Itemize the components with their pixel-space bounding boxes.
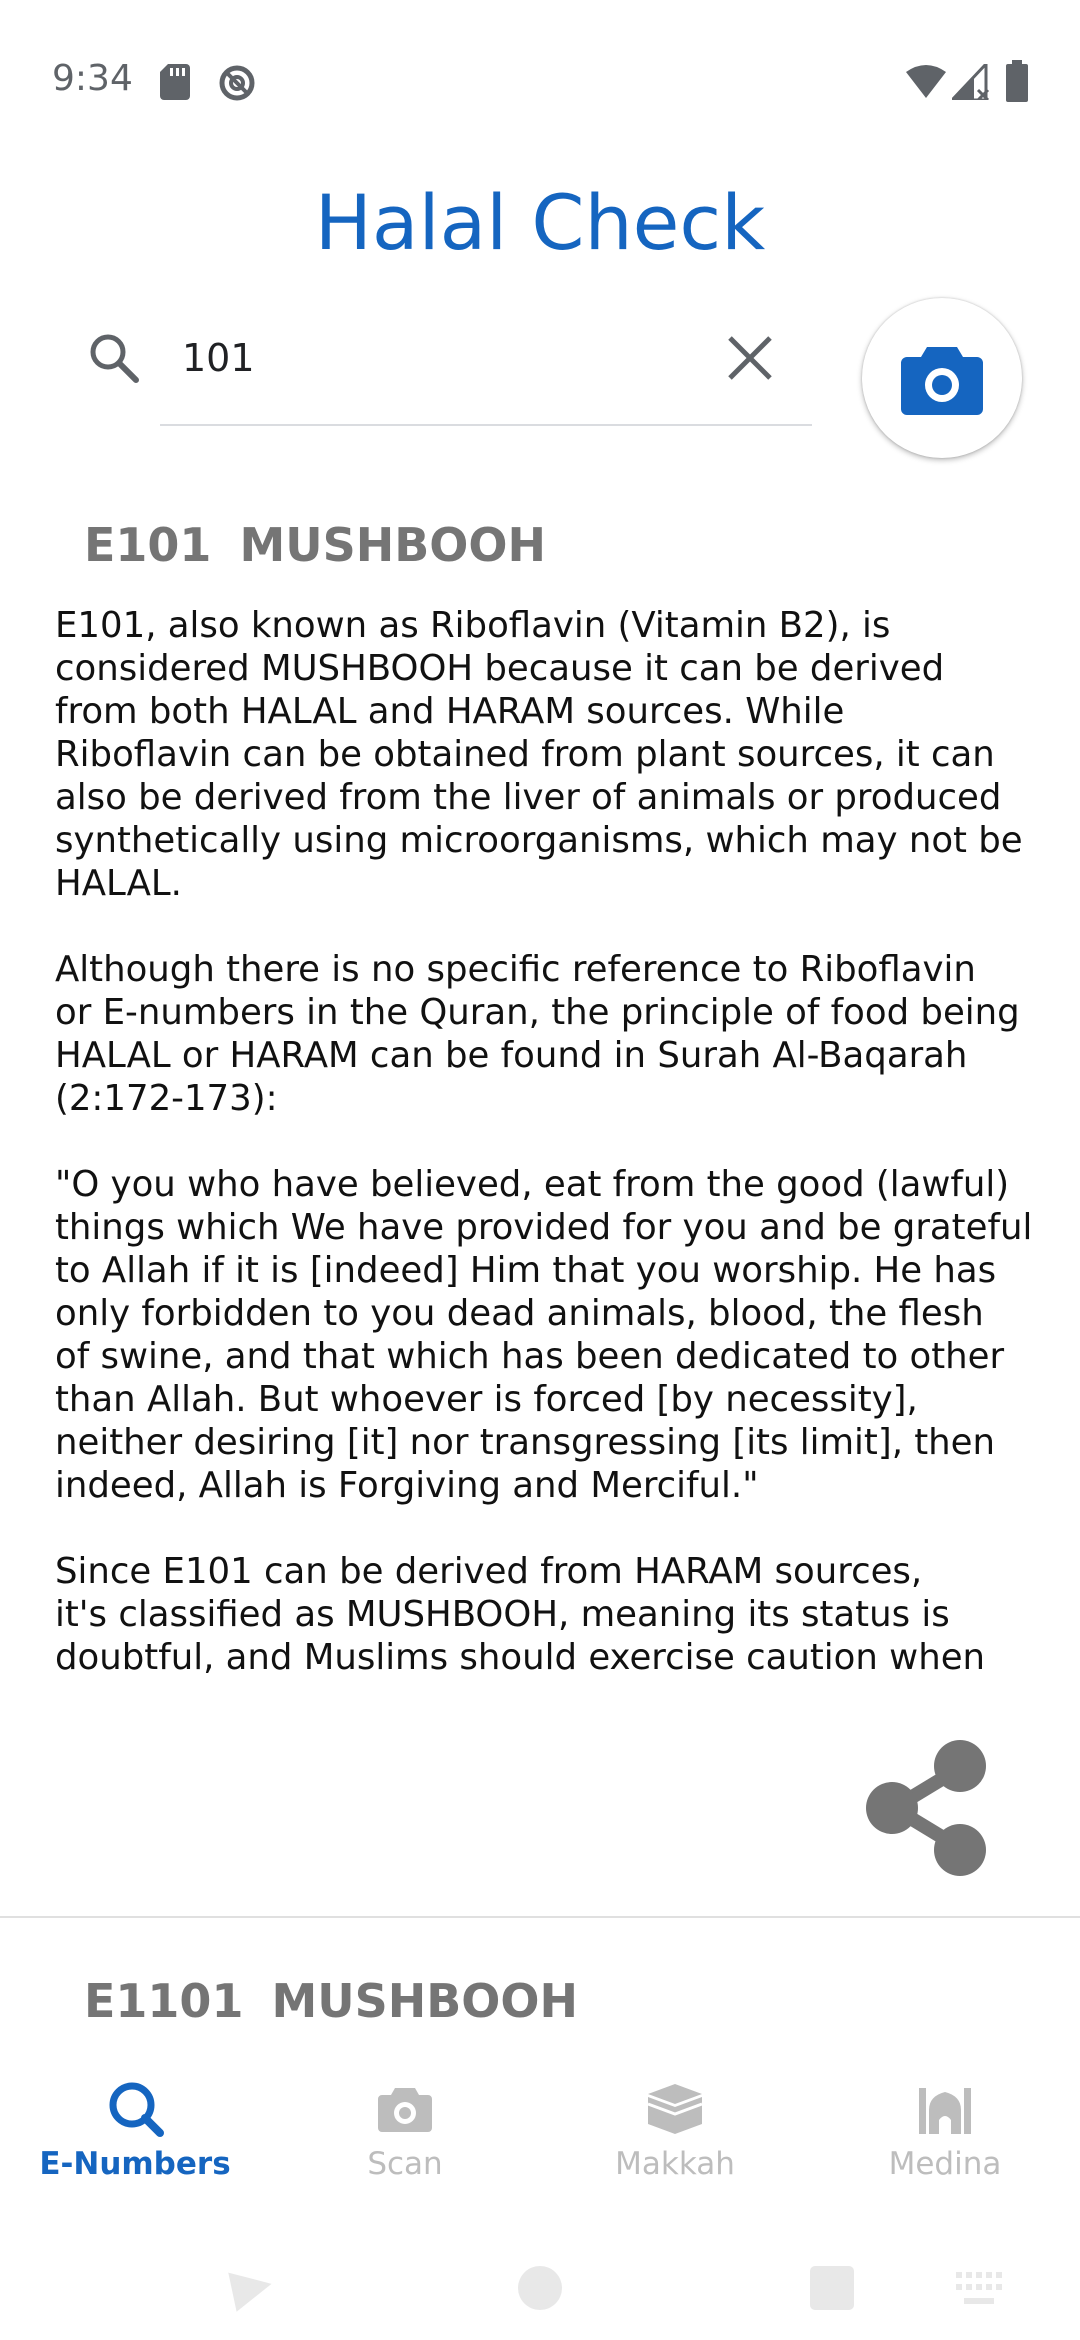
result-code: E101 [84, 518, 212, 572]
wifi-icon [906, 64, 946, 100]
tab-medina[interactable] [810, 2060, 1080, 2210]
bottom-navigation [0, 2060, 1080, 2210]
search-icon [86, 330, 142, 386]
camera-icon [897, 333, 987, 423]
tab-label: Medina [888, 2146, 1002, 2182]
kaaba-icon [640, 2078, 710, 2138]
status-time: 9:34 [52, 58, 133, 99]
signal-icon [952, 64, 990, 100]
back-icon[interactable] [228, 2264, 276, 2312]
battery-icon [1006, 60, 1028, 102]
tab-makkah[interactable] [540, 2060, 810, 2210]
tab-label: Scan [367, 2146, 443, 2182]
next-result-status: MUSHBOOH [271, 1974, 578, 2028]
tab-label: E-Numbers [39, 2146, 231, 2182]
camera-icon [375, 2078, 435, 2138]
status-bar [0, 0, 1080, 165]
list-item[interactable] [84, 1974, 606, 2028]
system-navigation-bar [0, 2210, 1080, 2340]
list-divider [0, 1916, 1080, 1918]
keyboard-icon[interactable] [956, 2272, 1002, 2306]
tab-e-numbers[interactable] [0, 2060, 270, 2210]
recent-apps-icon[interactable] [810, 2266, 854, 2310]
result-description: E101, also known as Riboflavin (Vitamin B2), is considered MUSHBOOH because it can be derived from both HALAL and HARAM sources. While Riboflavin can be obtained from plant sources, it can also be derived from the liver of animals or produced synthetically using microorganisms, which may not be HALAL. Although there is no specific reference to Riboflavin or E-numbers in the Quran, the principle of food being HALAL or HARAM can be found in Surah Al-Baqarah (2:172-173): "O you who have believed, eat from the good (lawful) things which We have provided for you and be grateful to Allah if it is [indeed] Him that you worship. He has only forbidden to you dead animals, blood, the flesh of swine, and that which has been dedicated to other than Allah. But whoever is forced [by necessity], neither desiring [it] nor transgressing [its limit], then indeed, Allah is Forgiving and Merciful." Since E101 can be derived from HARAM sources, it's classified as MUSHBOOH, meaning its status is doubtful, and Muslims should exercise caution when [55, 605, 1033, 1678]
close-icon[interactable] [724, 332, 776, 384]
sync-off-icon [218, 64, 256, 102]
tab-label: Makkah [615, 2146, 735, 2182]
app-title: Halal Check [314, 178, 766, 267]
result-status: MUSHBOOH [239, 518, 546, 572]
sd-card-icon [160, 64, 190, 100]
search-icon [105, 2078, 165, 2138]
home-icon[interactable] [518, 2266, 562, 2310]
camera-scan-button[interactable] [862, 298, 1022, 458]
mosque-icon [915, 2078, 975, 2138]
search-input[interactable] [182, 328, 702, 388]
share-icon[interactable] [862, 1738, 994, 1878]
search-underline [160, 424, 812, 426]
tab-scan[interactable] [270, 2060, 540, 2210]
next-result-code: E1101 [84, 1974, 244, 2028]
result-heading [84, 518, 574, 572]
